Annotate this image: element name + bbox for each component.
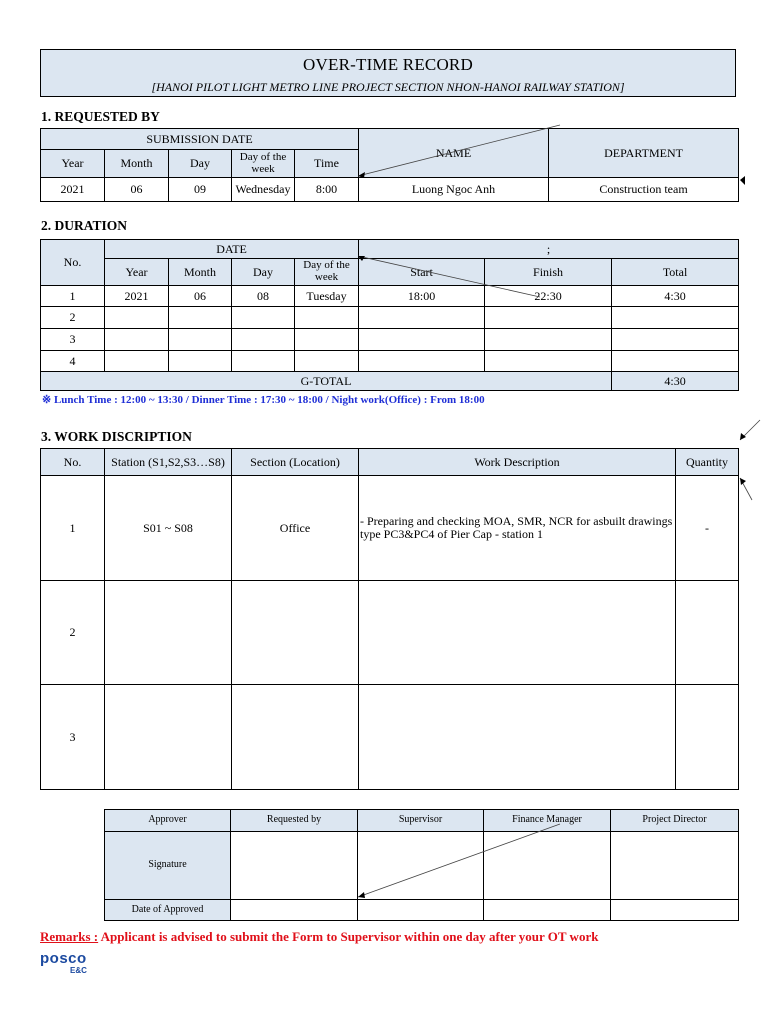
- arrow-head-icon: [358, 892, 365, 898]
- year-header: Year: [41, 150, 105, 178]
- row-no: 3: [41, 329, 105, 351]
- duration-date-header: DATE: [105, 240, 359, 259]
- row-start: 18:00: [359, 286, 485, 307]
- work-header: Work Description: [359, 449, 676, 476]
- request-month: 06: [105, 178, 169, 202]
- quantity-header: Quantity: [676, 449, 739, 476]
- work-row-no: 1: [41, 476, 105, 581]
- day-header: Day: [169, 150, 232, 178]
- requested-by-header: Requested by: [231, 810, 358, 832]
- connector-line: [358, 824, 560, 897]
- request-dow: Wednesday: [232, 178, 295, 202]
- finish-header: Finish: [485, 259, 612, 286]
- signature-label: Signature: [105, 832, 231, 900]
- page-subtitle: [HANOI PILOT LIGHT METRO LINE PROJECT SECTION NHON-HANOI RAILWAY STATION]: [151, 80, 625, 94]
- name-header: NAME: [359, 129, 549, 178]
- work-row-quantity: -: [676, 476, 739, 581]
- section-header: Section (Location): [232, 449, 359, 476]
- work-row-no: 2: [41, 581, 105, 685]
- row-month: 06: [169, 286, 232, 307]
- time-note: ※ Lunch Time : 12:00 ~ 13:30 / Dinner Time : 17:30 ~ 18:00 / Night work(Office) : From 18:00: [42, 394, 485, 406]
- duration-no-header: No.: [41, 240, 105, 286]
- remarks-label: Remarks :: [40, 929, 99, 944]
- row-day: 08: [232, 286, 295, 307]
- request-time: 8:00: [295, 178, 359, 202]
- row-dow: Tuesday: [295, 286, 359, 307]
- arrow-head-icon: [740, 433, 746, 440]
- arrow-head-icon: [358, 256, 365, 261]
- submission-date-header: SUBMISSION DATE: [41, 129, 359, 150]
- finance-manager-header: Finance Manager: [484, 810, 611, 832]
- gtotal-label: G-TOTAL: [41, 372, 612, 391]
- work-row-station: S01 ~ S08: [105, 476, 232, 581]
- arrow-head-icon: [740, 176, 745, 185]
- work-row-description: - Preparing and checking MOA, SMR, NCR for asbuilt drawings type PC3&PC4 of Pier Cap - station 1: [359, 476, 676, 581]
- section-heading-work: 3. WORK DISCRIPTION: [41, 429, 192, 444]
- dow-header: Day of the week: [232, 150, 295, 178]
- total-header: Total: [612, 259, 739, 286]
- row-year: 2021: [105, 286, 169, 307]
- request-year: 2021: [41, 178, 105, 202]
- row-no: 2: [41, 307, 105, 329]
- station-header: Station (S1,S2,S3…S8): [105, 449, 232, 476]
- posco-logo: posco E&C: [40, 950, 87, 975]
- approver-header: Approver: [105, 810, 231, 832]
- section-heading-duration: 2. DURATION: [41, 218, 128, 233]
- request-day: 09: [169, 178, 232, 202]
- duration-year-header: Year: [105, 259, 169, 286]
- request-name: Luong Ngoc Anh: [359, 178, 549, 202]
- project-director-header: Project Director: [611, 810, 739, 832]
- request-department: Construction team: [549, 178, 739, 202]
- connector-line: [358, 125, 560, 176]
- connector-line: [358, 256, 540, 297]
- arrow-head-icon: [358, 172, 365, 178]
- work-row-no: 3: [41, 685, 105, 790]
- month-header: Month: [105, 150, 169, 178]
- department-header: DEPARTMENT: [549, 129, 739, 178]
- row-total: 4:30: [612, 286, 739, 307]
- time-header: Time: [295, 150, 359, 178]
- duration-month-header: Month: [169, 259, 232, 286]
- duration-dow-header: Day of the week: [295, 259, 359, 286]
- work-no-header: No.: [41, 449, 105, 476]
- duration-time-header: ;: [359, 240, 739, 259]
- gtotal-value: 4:30: [612, 372, 739, 391]
- work-row-section: Office: [232, 476, 359, 581]
- row-no: 1: [41, 286, 105, 307]
- row-no: 4: [41, 351, 105, 372]
- start-header: Start: [359, 259, 485, 286]
- duration-day-header: Day: [232, 259, 295, 286]
- section-heading-requested: 1. REQUESTED BY: [41, 109, 160, 124]
- supervisor-header: Supervisor: [358, 810, 484, 832]
- page-title: OVER-TIME RECORD: [303, 55, 473, 74]
- remarks-text: Applicant is advised to submit the Form to Supervisor within one day after your OT work: [98, 929, 599, 944]
- date-approved-label: Date of Approved: [105, 900, 231, 921]
- row-finish: 22:30: [485, 286, 612, 307]
